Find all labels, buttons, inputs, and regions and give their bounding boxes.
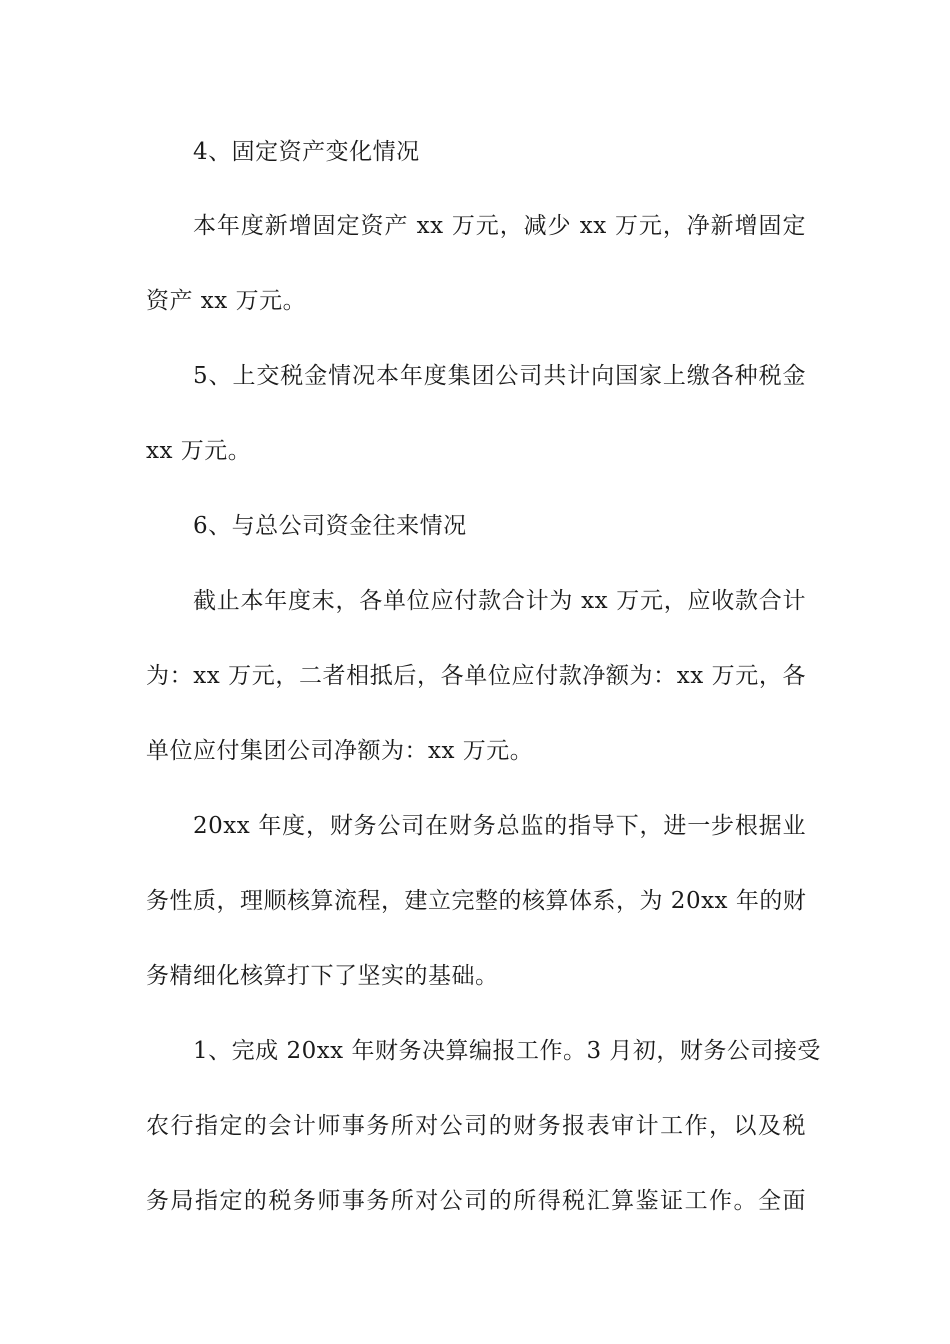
paragraph-line: 资产 xx 万元。 [146,288,307,314]
paragraph-line: 务局指定的税务师事务所对公司的所得税汇算鉴证工作。全面 [146,1188,806,1214]
paragraph-line: xx 万元。 [146,438,252,464]
section-heading-head-office: 6、与总公司资金往来情况 [193,513,467,539]
paragraph-line: 为：xx 万元，二者相抵后，各单位应付款净额为：xx 万元，各 [146,663,806,689]
paragraph-line: 务性质，理顺核算流程，建立完整的核算体系，为 20xx 年的财 [146,888,807,914]
paragraph-line: 务精细化核算打下了坚实的基础。 [146,963,499,989]
paragraph-line: 截止本年度末，各单位应付款合计为 xx 万元，应收款合计 [193,588,806,614]
section-heading-fixed-assets: 4、固定资产变化情况 [193,139,420,165]
paragraph-line: 农行指定的会计师事务所对公司的财务报表审计工作，以及税 [146,1113,806,1139]
paragraph-line: 本年度新增固定资产 xx 万元，减少 xx 万元，净新增固定 [193,213,806,239]
paragraph-line: 20xx 年度，财务公司在财务总监的指导下，进一步根据业 [193,813,806,839]
paragraph-line: 5、上交税金情况本年度集团公司共计向国家上缴各种税金 [193,363,806,389]
paragraph-line: 单位应付集团公司净额为：xx 万元。 [146,738,534,764]
paragraph-line: 1、完成 20xx 年财务决算编报工作。3 月初，财务公司接受 [193,1038,821,1064]
